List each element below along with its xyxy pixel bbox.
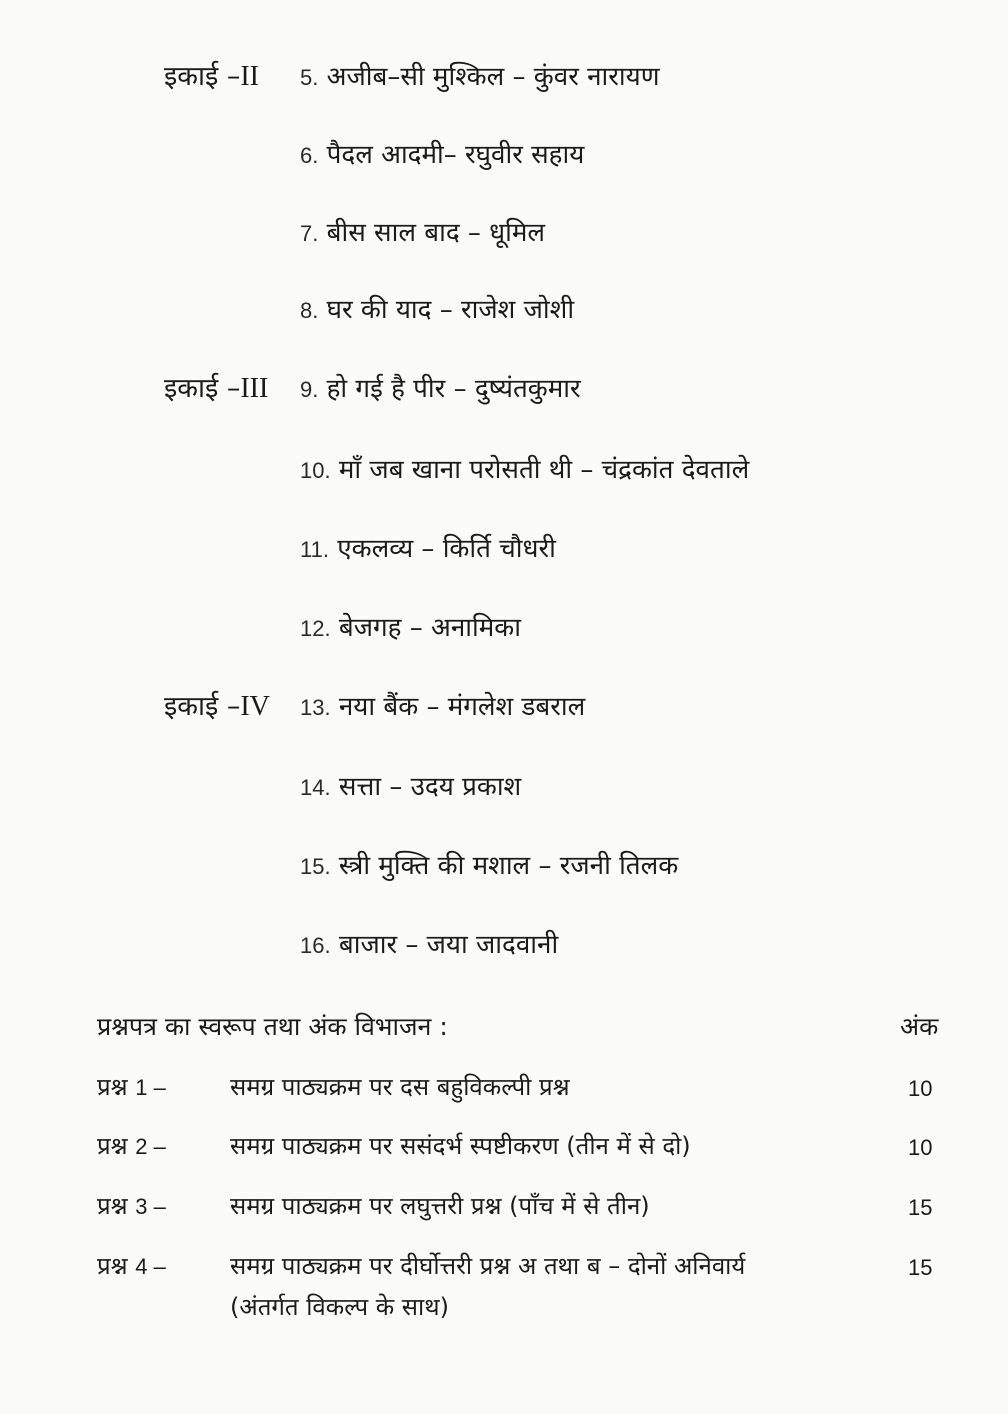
item-number: 9.: [300, 377, 319, 402]
unit-label-3: [164, 372, 268, 406]
question-text-1: समग्र पाठ्यक्रम पर दस बहुविकल्पी प्रश्न: [230, 1073, 570, 1101]
item-text: स्त्री मुक्ति की मशाल – रजनी तिलक: [338, 851, 679, 881]
syllabus-item-11: [300, 532, 556, 567]
question-number: 4 –: [135, 1254, 166, 1279]
question-text-4: समग्र पाठ्यक्रम पर दीर्घोत्तरी प्रश्न अ तथा ब – दोनों अनिवार्य: [230, 1252, 746, 1280]
item-number: 15.: [300, 854, 331, 879]
unit-prefix: इकाई –: [164, 691, 241, 722]
item-text: बेजगह – अनामिका: [338, 613, 521, 643]
question-word: प्रश्न: [97, 1073, 128, 1101]
question-label-2: [97, 1129, 166, 1164]
item-text: बाजार – जया जादवानी: [338, 930, 559, 960]
item-text: एकलव्य – किर्ति चौधरी: [337, 534, 556, 564]
item-number: 5.: [300, 65, 319, 90]
unit-roman-numeral: IV: [240, 691, 270, 722]
syllabus-item-16: [300, 928, 558, 963]
item-number: 14.: [300, 775, 331, 800]
question-text-4-continued: (अंतर्गत विकल्प के साथ): [230, 1293, 449, 1321]
question-word: प्रश्न: [97, 1192, 128, 1220]
unit-prefix: इकाई –: [164, 373, 241, 404]
question-marks-4: 15: [908, 1255, 933, 1280]
item-number: 8.: [300, 298, 319, 323]
item-number: 7.: [300, 221, 319, 246]
item-number: 16.: [300, 933, 331, 958]
syllabus-item-8: [300, 293, 574, 328]
item-text: पैदल आदमी– रघुवीर सहाय: [326, 140, 585, 170]
syllabus-item-6: [300, 138, 584, 173]
question-marks-1: 10: [908, 1076, 933, 1101]
question-marks-3: 15: [908, 1195, 933, 1220]
question-label-4: [97, 1249, 166, 1284]
item-text: हो गई है पीर – दुष्यंतकुमार: [326, 374, 581, 404]
syllabus-item-15: [300, 849, 678, 884]
item-number: 11.: [300, 537, 329, 562]
item-number: 13.: [300, 695, 331, 720]
syllabus-item-7: [300, 216, 545, 251]
item-text: बीस साल बाद – धूमिल: [326, 218, 546, 248]
unit-label-2: [164, 60, 259, 94]
question-word: प्रश्न: [97, 1132, 128, 1160]
question-text-3: समग्र पाठ्यक्रम पर लघुत्तरी प्रश्न (पाँच में से तीन): [230, 1192, 650, 1220]
item-text: सत्ता – उदय प्रकाश: [338, 772, 522, 802]
item-number: 6.: [300, 143, 319, 168]
unit-label-4: [164, 690, 270, 724]
paper-format-heading: प्रश्नपत्र का स्वरूप तथा अंक विभाजन :: [97, 1012, 448, 1041]
item-number: 12.: [300, 616, 331, 641]
syllabus-item-10: [300, 453, 749, 488]
item-text: अजीब–सी मुश्किल – कुंवर नारायण: [326, 62, 660, 92]
question-word: प्रश्न: [97, 1252, 128, 1280]
syllabus-item-9: [300, 372, 581, 407]
unit-roman-numeral: III: [240, 373, 269, 404]
syllabus-item-5: [300, 60, 660, 95]
unit-prefix: इकाई –: [164, 61, 241, 92]
question-marks-2: 10: [908, 1135, 933, 1160]
question-label-3: [97, 1189, 166, 1224]
item-text: घर की याद – राजेश जोशी: [326, 295, 575, 325]
item-text: माँ जब खाना परोसती थी – चंद्रकांत देवताले: [338, 455, 750, 485]
syllabus-item-13: [300, 690, 585, 725]
syllabus-item-14: [300, 770, 521, 805]
question-number: 2 –: [135, 1134, 166, 1159]
syllabus-item-12: [300, 611, 521, 646]
question-number: 1 –: [135, 1075, 166, 1100]
question-label-1: [97, 1070, 166, 1105]
item-text: नया बैंक – मंगलेश डबराल: [338, 692, 586, 722]
item-number: 10.: [300, 458, 331, 483]
marks-column-heading: अंक: [900, 1012, 939, 1041]
question-text-2: समग्र पाठ्यक्रम पर ससंदर्भ स्पष्टीकरण (तीन में से दो): [230, 1132, 691, 1160]
unit-roman-numeral: II: [240, 61, 259, 92]
question-number: 3 –: [135, 1194, 166, 1219]
